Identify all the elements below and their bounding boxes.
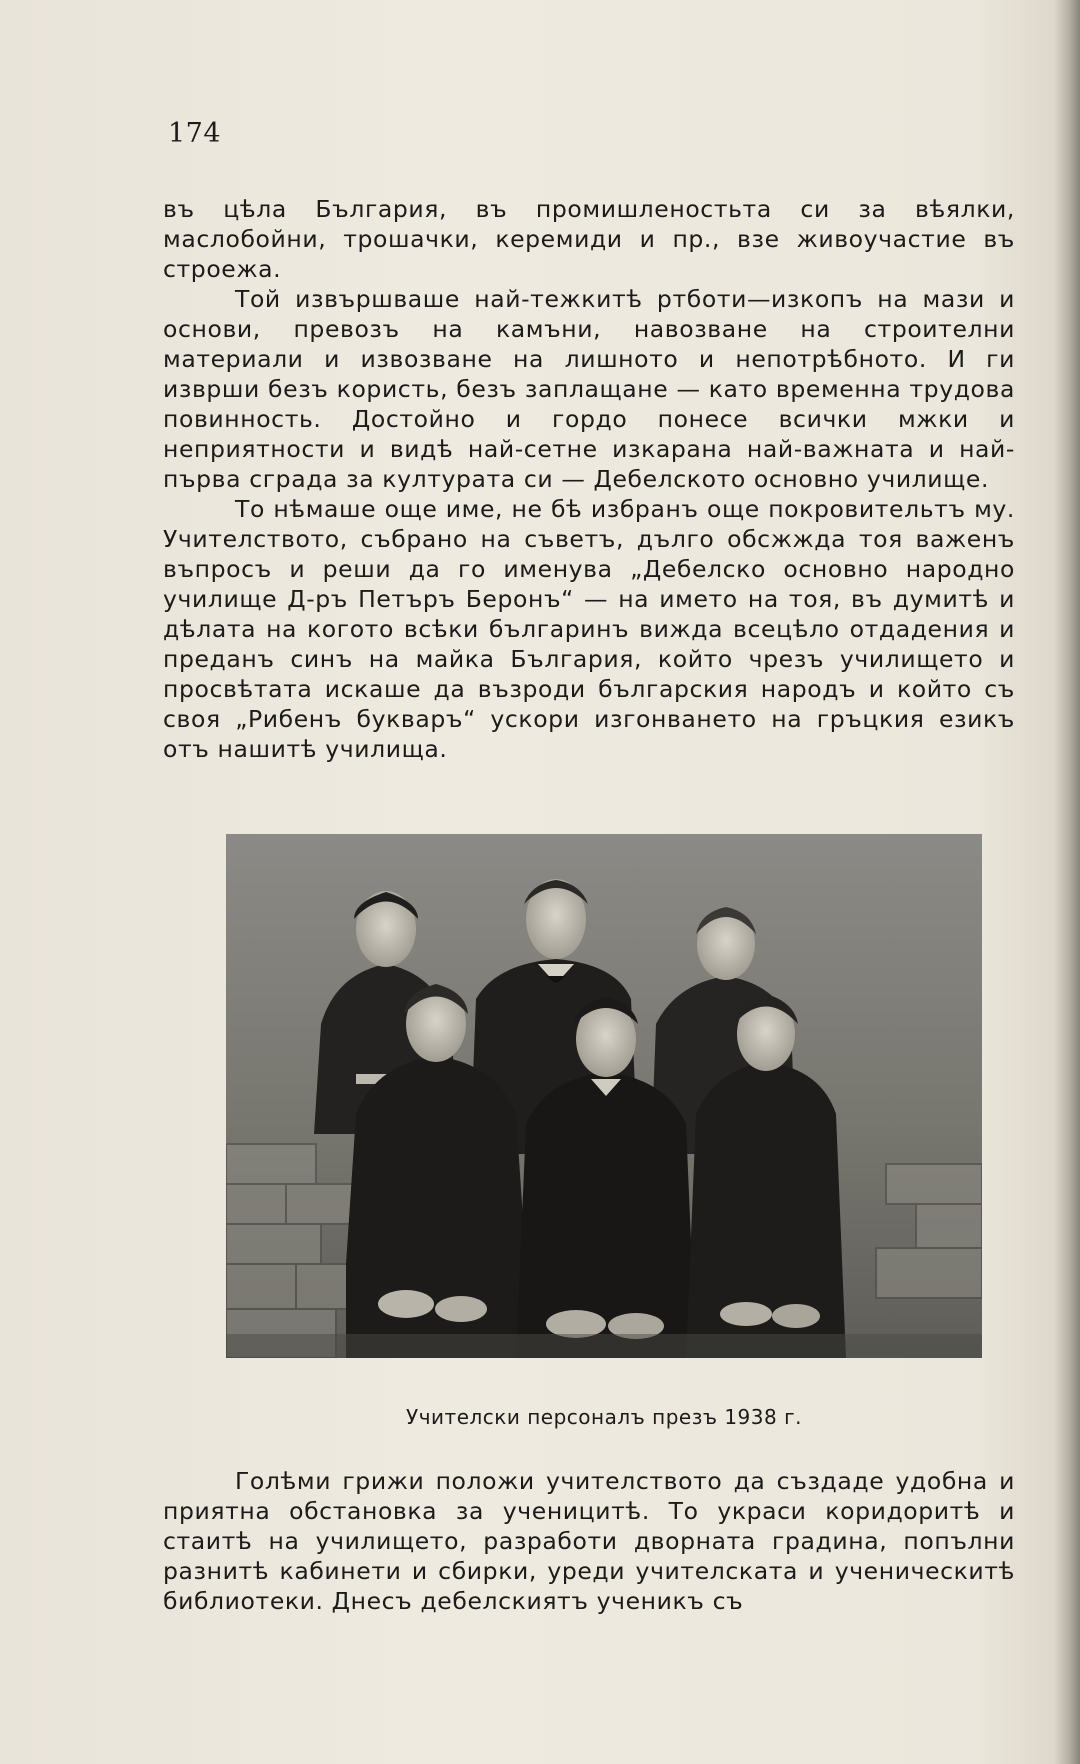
body-text-bottom [163,1466,1015,1616]
paragraph: Голѣми грижи положи учителството да създаде удобна и приятна обстановка за ученицитѣ. То украси коридоритѣ и стаитѣ на училището, разработи дворната градина, попълни разнитѣ кабинети и сбирки, уреди учителската и ученическитѣ библиотеки. Днесъ дебелскиятъ ученикъ съ [163,1467,1015,1615]
group-photo [226,834,982,1358]
group-photo-image [226,834,982,1358]
page-edge-shadow [1054,0,1080,1764]
page-number: 174 [168,118,222,149]
body-text-top [163,194,1015,764]
paragraph: Той извършваше най-тежкитѣ ртботи—изкопъ на мази и основи, превозъ на камъни, навозване на строителни материали и извозване на лишното и непотрѣбното. И ги изврши безъ користь, безъ заплащане — като временна трудова повинность. Достойно и гордо понесе всички мжки и неприятности и видѣ най-сетне изкарана най-важната и най-първа сграда за културата си — Дебелското основно училище. [163,285,1015,493]
figure-caption: Учителски персоналъ презъ 1938 г. [406,1405,802,1429]
paragraph: въ цѣла България, въ промишленостьта си за вѣялки, маслобойни, трошачки, керемиди и пр., взе живоучастие въ строежа. [163,195,1015,283]
paragraph: То нѣмаше още име, не бѣ избранъ още покровительтъ му. Учителството, събрано на съветъ, дълго обсжжда тоя важенъ въпросъ и реши да го именува „Дебелско основно народно училище Д-ръ Петъръ Беронъ“ — на името на тоя, въ думитѣ и дѣлата на когото всѣки българинъ вижда всецѣло отдадения и преданъ синъ на майка България, който чрезъ училището и просвѣтата искаше да възроди българския народъ и който съ своя „Рибенъ букваръ“ ускори изгонването на гръцкия езикъ отъ нашитѣ училища. [163,495,1015,763]
